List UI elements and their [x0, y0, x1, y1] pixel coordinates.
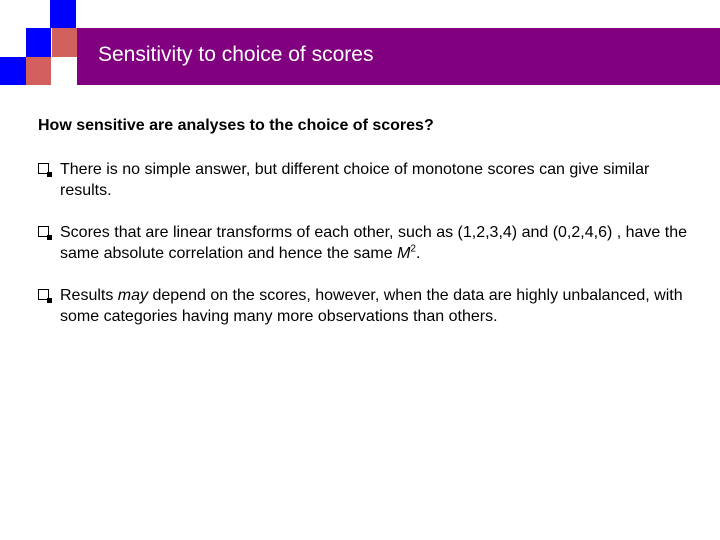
- slide-content: [38, 116, 698, 348]
- bullet-text: There is no simple answer, but different choice of monotone scores can give similar results.: [60, 161, 650, 199]
- slide-title: Sensitivity to choice of scores: [98, 43, 374, 66]
- bullet-text: Results: [60, 287, 118, 304]
- emphasis-text: may: [117, 287, 149, 304]
- decorative-square: [52, 28, 77, 57]
- statistic-symbol: M: [397, 245, 411, 262]
- bullet-text: Scores that are linear transforms of each other, such as (1,2,3,4) and (0,2,4,6) , have the same absolute correlation and hence the same: [60, 224, 688, 262]
- bullet-item: [38, 159, 698, 201]
- bullet-text-end: depend on the scores, however, when the data are highly unbalanced, with some categories having many more observations than others.: [60, 287, 683, 325]
- square-bullet-icon: [38, 289, 49, 300]
- decorative-square: [0, 57, 26, 85]
- bullet-item: [38, 222, 698, 264]
- bullet-item: [38, 285, 698, 327]
- decorative-square: [50, 0, 76, 28]
- statistic-superscript: 2: [410, 243, 416, 255]
- bullet-text-end: .: [415, 245, 421, 262]
- decorative-square: [26, 28, 51, 57]
- square-bullet-icon: [38, 226, 49, 237]
- title-bar: [77, 28, 720, 85]
- decorative-square: [26, 57, 51, 85]
- question-heading: How sensitive are analyses to the choice of scores?: [38, 117, 434, 134]
- square-bullet-icon: [38, 163, 49, 174]
